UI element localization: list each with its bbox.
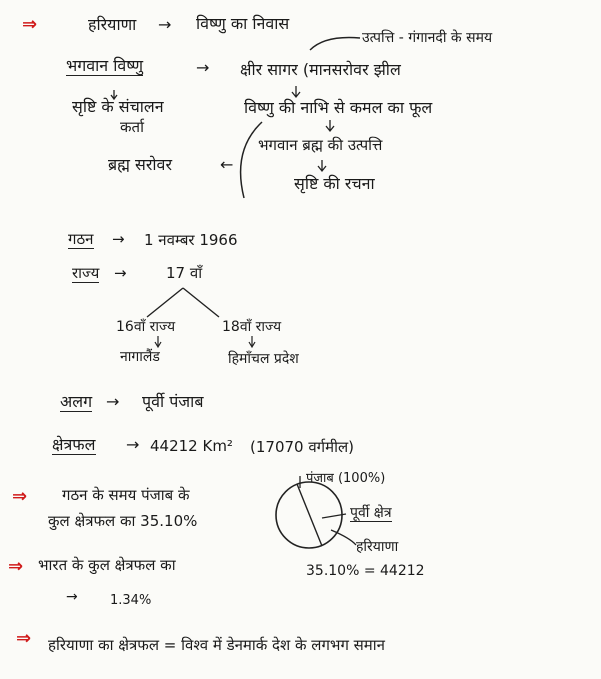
vishnu-label: भगवान विष्णु (66, 56, 144, 75)
formation-date: 1 नवम्बर 1966 (144, 231, 238, 249)
down-arrow-brahma1 (326, 120, 334, 131)
circle-bottom-label: हरियाणा (356, 539, 399, 555)
vishnu-role: सृष्टि के संचालन (72, 97, 164, 116)
india-share-arrow: → (66, 589, 78, 605)
punjab-share-line1: गठन के समय पंजाब के (62, 486, 190, 504)
brahma-origin: भगवान ब्रह्म की उत्पत्ति (258, 136, 383, 154)
punjab-share-line2: कुल क्षेत्रफल का 35.10% (48, 512, 198, 530)
comparison-text: हरियाणा का क्षेत्रफल = विश्व में डेनमार्क देश के लगभग समान (48, 636, 385, 654)
pointer-east (322, 514, 346, 518)
brahma-arrow: ← (220, 155, 234, 174)
india-share-marker: ⇒ (8, 556, 24, 577)
section1-origin-note: उत्पत्ति - गंगानदी के समय (362, 30, 493, 46)
punjab-share-marker: ⇒ (12, 486, 28, 507)
state-right-num: 18वाँ राज्य (222, 319, 282, 335)
area-label: क्षेत्रफल (52, 435, 96, 454)
vishnu-role2: कर्ता (120, 118, 144, 136)
state-right-name: हिमाँचल प्रदेश (228, 351, 299, 367)
down-arrow-lotus (292, 86, 300, 97)
circle-top-label: पंजाब (100%) (306, 471, 386, 486)
state-arrow: → (114, 264, 127, 282)
vishnu-residence: क्षीर सागर (मानसरोवर झील (240, 60, 401, 79)
origin-leader-line (310, 38, 360, 51)
area-alt: (17070 वर्गमील) (250, 438, 354, 456)
vishnu-lotus: विष्णु की नाभि से कमल का फूल (244, 98, 433, 117)
punjab-circle (276, 482, 342, 548)
india-share-line1: भारत के कुल क्षेत्रफल का (38, 556, 176, 574)
state-left-name: नागालैंड (120, 349, 160, 365)
circle-calc: 35.10% = 44212 (306, 563, 425, 579)
separated-value: पूर्वी पंजाब (142, 392, 204, 411)
section1-marker: ⇒ (22, 14, 38, 35)
section1-topic: हरियाणा (88, 15, 137, 34)
india-share-value: 1.34% (110, 593, 152, 608)
state-tree-branches (147, 288, 219, 317)
section1-meaning: विष्णु का निवास (196, 14, 290, 33)
down-arrow-brahma2 (318, 160, 326, 171)
brahma-bracket (241, 122, 262, 198)
pointer-haryana (331, 530, 356, 545)
down-arrow-nagaland (155, 336, 161, 347)
brahma-creation: सृष्टि की रचना (294, 174, 375, 193)
vishnu-arrow: → (196, 58, 210, 77)
formation-label: गठन (68, 230, 94, 248)
circle-divider (297, 484, 322, 546)
down-arrow-himachal (249, 336, 255, 347)
separated-label: अलग (60, 392, 93, 411)
section1-arrow: → (158, 15, 172, 34)
separated-arrow: → (106, 392, 120, 411)
circle-right-label: पूर्वी क्षेत्र (350, 505, 392, 521)
area-arrow: → (126, 435, 140, 454)
comparison-marker: ⇒ (16, 628, 32, 649)
state-number: 17 वाँ (166, 264, 203, 282)
brahma-label: ब्रह्म सरोवर (108, 155, 172, 174)
area-value: 44212 Km² (150, 437, 233, 455)
state-left-num: 16वाँ राज्य (116, 319, 176, 335)
state-label: राज्य (72, 264, 100, 282)
formation-arrow: → (112, 230, 125, 248)
